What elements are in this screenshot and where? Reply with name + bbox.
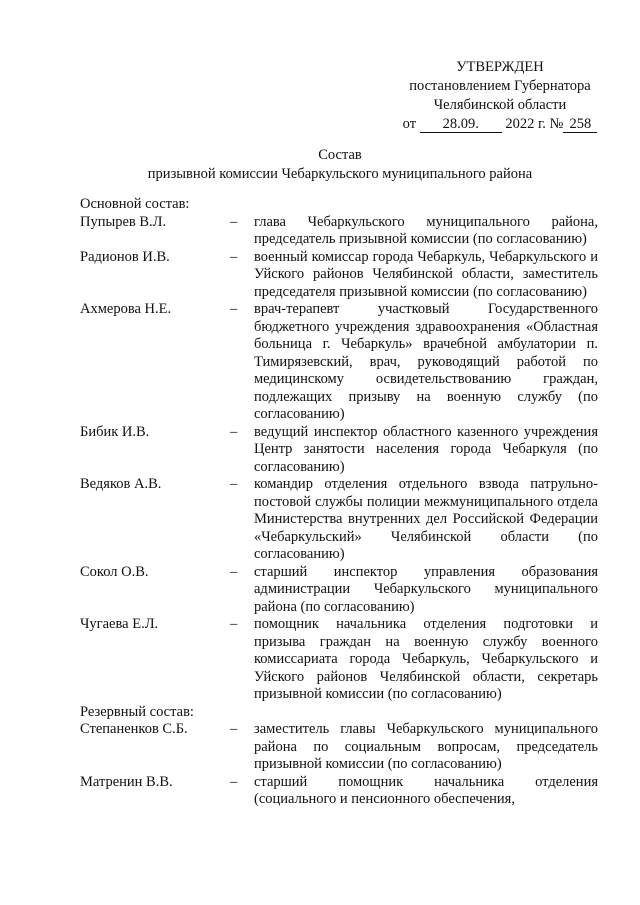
approval-from: от bbox=[402, 116, 417, 132]
member-dash: – bbox=[230, 248, 238, 265]
member-role: старший инспектор управления образования администрации Чебаркульского муниципального района (по согласованию) bbox=[254, 563, 598, 615]
member-row bbox=[80, 301, 600, 424]
member-dash: – bbox=[230, 721, 238, 737]
member-role: глава Чебаркульского муниципального района, председатель призывной комиссии (по согласованию) bbox=[254, 213, 598, 247]
approval-year: 2022 г. № bbox=[505, 116, 564, 132]
approval-line-region: Челябинской области bbox=[433, 97, 567, 113]
main-composition-label: Основной состав: bbox=[80, 196, 190, 212]
member-name: Бибик И.В. bbox=[80, 423, 150, 440]
commission-composition bbox=[80, 196, 600, 809]
member-role: заместитель главы Чебаркульского муниципального района по социальным вопросам, председатель призывной комиссии (по согласованию) bbox=[254, 721, 598, 772]
member-row bbox=[80, 424, 600, 477]
member-name: Степаненков С.Б. bbox=[80, 721, 188, 737]
member-dash: – bbox=[230, 563, 238, 580]
member-role: военный комиссар города Чебаркуль, Чебаркульского и Уйского районов Челябинской области, заместитель председателя призывной комиссии (по согласованию) bbox=[254, 248, 598, 300]
member-row bbox=[80, 476, 600, 564]
member-name: Пупырев В.Л. bbox=[80, 213, 167, 230]
approval-title: УТВЕРЖДЕН bbox=[456, 59, 544, 75]
approval-date: 28.09. bbox=[420, 117, 502, 133]
member-dash: – bbox=[230, 301, 238, 317]
main-members-list bbox=[80, 214, 600, 704]
heading-subtitle: призывной комиссии Чебаркульского муниципального района bbox=[147, 166, 533, 182]
member-dash: – bbox=[230, 476, 238, 492]
reserve-members-list bbox=[80, 721, 600, 809]
member-dash: – bbox=[230, 773, 238, 790]
member-role: старший помощник начальника отделения (социального и пенсионного обеспечения, bbox=[254, 773, 598, 807]
document-heading bbox=[0, 146, 640, 184]
member-row bbox=[80, 774, 600, 809]
member-name: Ахмерова Н.Е. bbox=[80, 301, 172, 317]
member-role: врач-терапевт участковый Государственного бюджетного учреждения здравоохранения «Областная больница г. Чебаркуль» врачебной амбулатории п. Тимирязевский, врач, руководящий работой по медицинскому освидетельствованию граждан, подлежащих призыву на военную службу (по согласованию) bbox=[254, 301, 598, 422]
member-dash: – bbox=[230, 213, 238, 230]
member-name: Чугаева Е.Л. bbox=[80, 616, 159, 632]
member-row bbox=[80, 616, 600, 704]
member-row bbox=[80, 564, 600, 617]
member-row bbox=[80, 249, 600, 302]
member-name: Матренин В.В. bbox=[80, 773, 173, 790]
member-name: Сокол О.В. bbox=[80, 563, 149, 580]
member-role: ведущий инспектор областного казенного учреждения Центр занятости населения города Чебаркуля (по согласованию) bbox=[254, 423, 598, 475]
approval-stamp bbox=[390, 58, 610, 134]
reserve-composition-label: Резервный состав: bbox=[80, 703, 194, 720]
member-dash: – bbox=[230, 423, 238, 440]
approval-line-governor: постановлением Губернатора bbox=[409, 78, 591, 94]
approval-date-line bbox=[390, 115, 610, 134]
member-dash: – bbox=[230, 616, 238, 632]
member-role: помощник начальника отделения подготовки и призыва граждан на военную службу военного комиссариата города Чебаркуль, Чебаркульского и Уйского районов Челябинской области, секретарь призывной комиссии (по согласованию) bbox=[254, 616, 598, 702]
heading-title: Состав bbox=[318, 147, 362, 163]
member-name: Ведяков А.В. bbox=[80, 476, 162, 492]
member-name: Радионов И.В. bbox=[80, 248, 170, 265]
member-row bbox=[80, 721, 600, 774]
member-role: командир отделения отдельного взвода патрульно-постовой службы полиции межмуниципального отдела Министерства внутренних дел Российской Федерации «Чебаркульский» Челябинской области (по согласованию) bbox=[254, 476, 598, 562]
member-row bbox=[80, 214, 600, 249]
approval-number: 258 bbox=[563, 117, 597, 133]
